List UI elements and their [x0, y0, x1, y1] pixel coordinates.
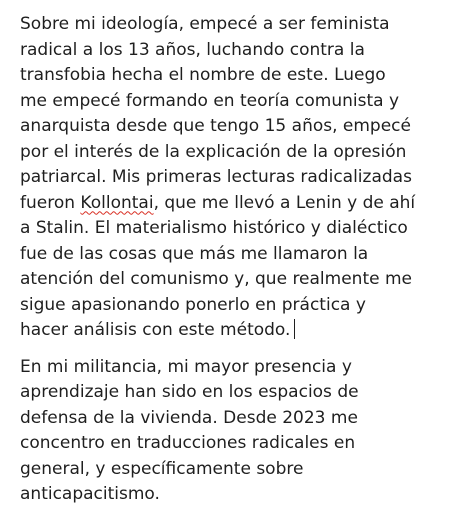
text-segment: hacer análisis con este método.: [20, 320, 291, 340]
text-line: [20, 191, 445, 217]
text-line: fue de las cosas que más me llamaron la: [20, 243, 369, 264]
paragraph-ideology: [20, 12, 445, 344]
text-line: por el interés de la explicación de la opresión: [20, 141, 407, 162]
text-line: radical a los 13 años, luchando contra la: [20, 39, 365, 60]
document-body[interactable]: [20, 12, 445, 508]
text-line: En mi militancia, mi mayor presencia y: [20, 356, 352, 377]
text-line: atención del comunismo y, que realmente me: [20, 269, 412, 289]
text-segment: , que me llevó a Lenin y de ahí: [153, 192, 416, 213]
text-line: general, y específicamente sobre: [20, 458, 304, 479]
text-line: [20, 318, 445, 344]
text-line: patriarcal. Mis primeras lecturas radicalizadas: [20, 167, 412, 187]
text-segment: fueron: [20, 192, 81, 213]
misspelled-word[interactable]: Kollontai: [80, 192, 154, 213]
text-line: anarquista desde que tengo 15 años, empecé: [20, 116, 411, 136]
text-line: transfobia hecha el nombre de este. Luego: [20, 65, 386, 85]
text-line: sigue apasionando ponerlo en práctica y: [20, 294, 366, 315]
text-line: anticapacitismo.: [20, 484, 160, 504]
text-line: concentro en traducciones radicales en: [20, 433, 356, 453]
paragraph-spacer: [20, 344, 445, 355]
text-line: aprendizaje han sido en los espacios de: [20, 382, 359, 402]
text-cursor: [294, 319, 295, 339]
text-line: Sobre mi ideología, empecé a ser feminista: [20, 14, 390, 34]
paragraph-militancy: [20, 355, 445, 508]
text-line: me empecé formando en teoría comunista y: [20, 90, 400, 111]
text-line: a Stalin. El materialismo histórico y dialéctico: [20, 218, 408, 238]
text-line: defensa de la vivienda. Desde 2023 me: [20, 407, 358, 428]
